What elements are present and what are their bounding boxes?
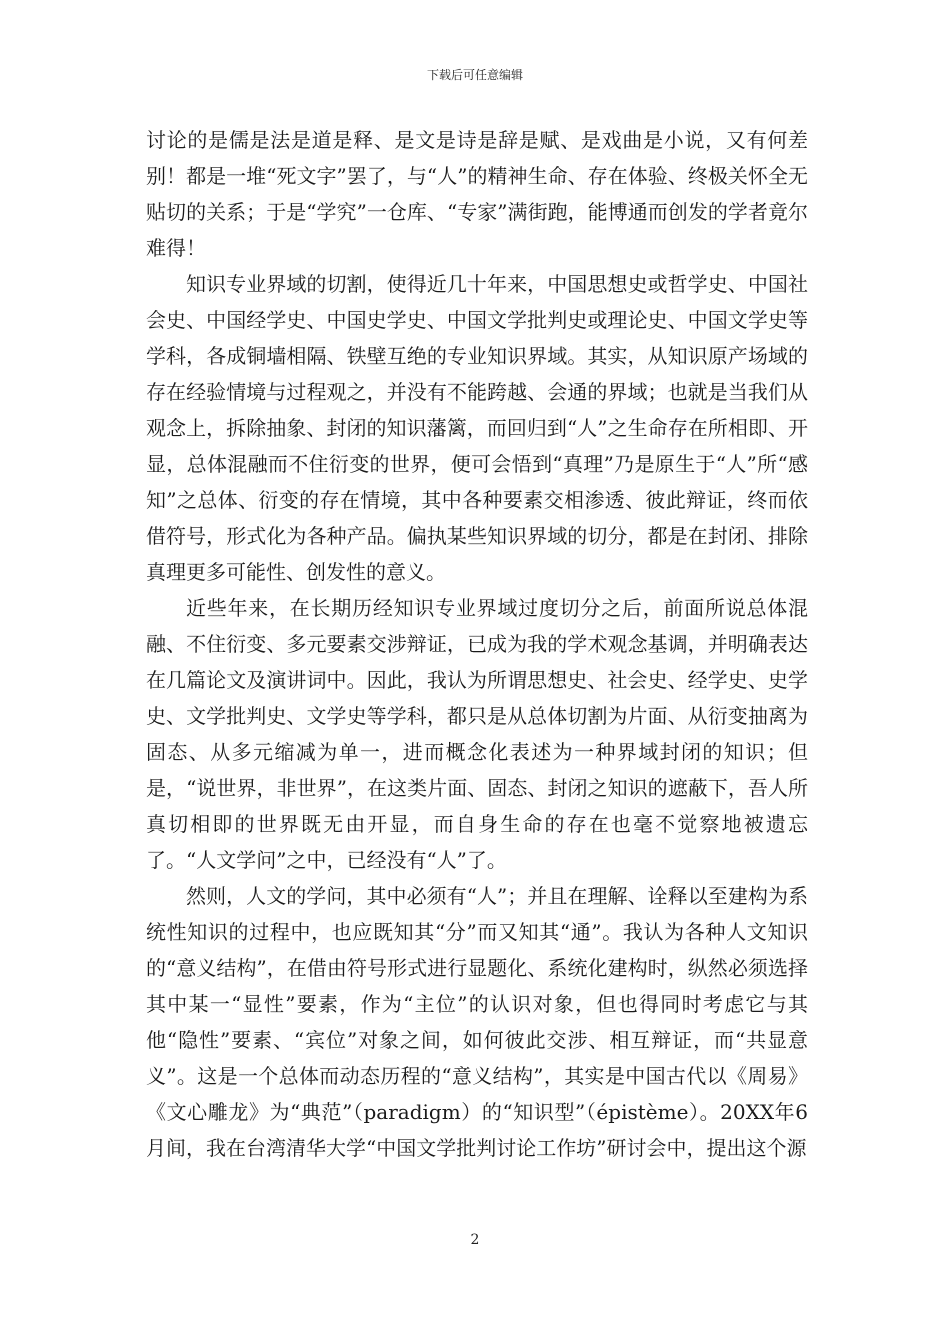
paragraph: 讨论的是儒是法是道是释、是文是诗是辞是赋、是戏曲是小说，又有何差别！都是一堆“死文字”罢了，与“人”的精神生命、存在体验、终极关怀全无贴切的关系；于是“学究”一仓库、“专家”满街跑，能博通而创发的学者竟尔难得！ <box>146 128 808 260</box>
page-number: 2 <box>470 1232 480 1248</box>
page-header-note: 下载后可任意编辑 <box>426 68 523 82</box>
paragraph: 知识专业界域的切割，使得近几十年来，中国思想史或哲学史、中国社会史、中国经学史、中国史学史、中国文学批判史或理论史、中国文学史等学科，各成铜墙相隔、铁壁互绝的专业知识界域。其实，从知识原产场域的存在经验情境与过程观之，并没有不能跨越、会通的界域；也就是当我们从观念上，拆除抽象、封闭的知识藩篱，而回归到“人”之生命存在所相即、开显，总体混融而不住衍变的世界，便可会悟到“真理”乃是原生于“人”所“感知”之总体、衍变的存在情境，其中各种要素交相渗透、彼此辩证，终而依借符号，形式化为各种产品。偏执某些知识界域的切分，都是在封闭、排除真理更多可能性、创发性的意义。 <box>146 272 808 584</box>
document-body <box>146 122 808 1166</box>
paragraph: 然则，人文的学问，其中必须有“人”；并且在理解、诠释以至建构为系统性知识的过程中，也应既知其“分”而又知其“通”。我认为各种人文知识的“意义结构”，在借由符号形式进行显题化、系统化建构时，纵然必须选择其中某一“显性”要素，作为“主位”的认识对象，但也得同时考虑它与其他“隐性”要素、“宾位”对象之间，如何彼此交涉、相互辩证，而“共显意义”。这是一个总体而动态历程的“意义结构”，其实是中国古代以《周易》《文心雕龙》为“典范”（paradigm）的“知识型”（épistème）。20XX年6月间，我在台湾清华大学“中国文学批判讨论工作坊”研讨会中，提出这个源 <box>146 884 808 1160</box>
paragraph: 近些年来，在长期历经知识专业界域过度切分之后，前面所说总体混融、不住衍变、多元要素交涉辩证，已成为我的学术观念基调，并明确表达在几篇论文及演讲词中。因此，我认为所谓思想史、社会史、经学史、史学史、文学批判史、文学史等学科，都只是从总体切割为片面、从衍变抽离为固态、从多元缩减为单一，进而概念化表述为一种界域封闭的知识；但是，“说世界，非世界”，在这类片面、固态、封闭之知识的遮蔽下，吾人所真切相即的世界既无由开显，而自身生命的存在也毫不觉察地被遗忘了。“人文学问”之中，已经没有“人”了。 <box>146 596 808 872</box>
